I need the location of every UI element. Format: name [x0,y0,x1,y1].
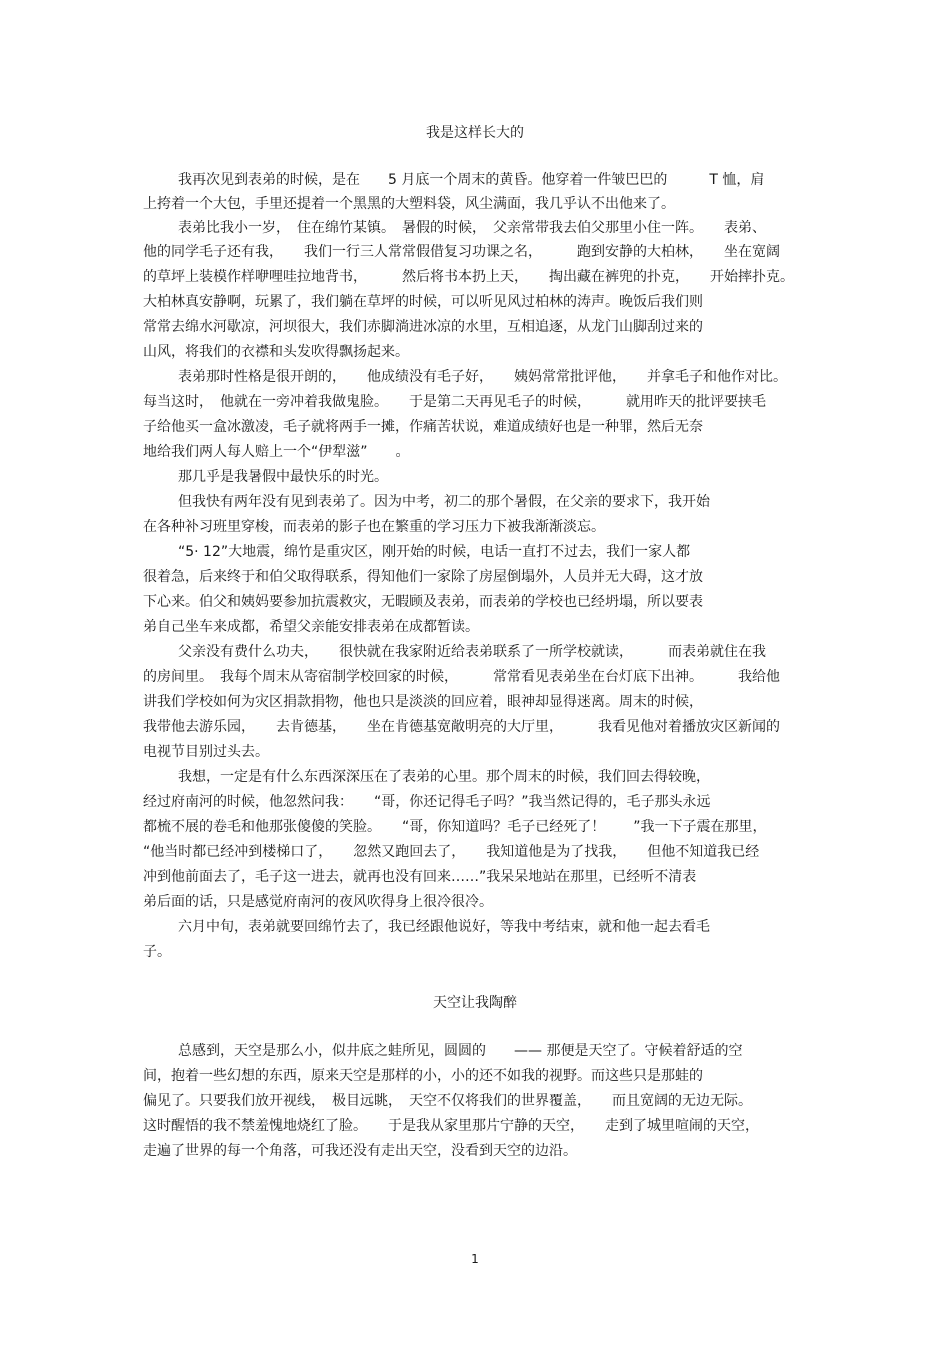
text-line: 都梳不展的卷毛和他那张傻傻的笑脸。 “哥，你知道吗？毛子已经死了！ ”我一下子震在那里， [143,819,767,835]
text-line: 他的同学毛子还有我， 我们一行三人常常假借复习功课之名， 跑到安静的大柏林， 坐在宽阔 [143,244,780,260]
text-line: 在各种补习班里穿梭，而表弟的影子也在繁重的学习压力下被我渐渐淡忘。 [143,519,605,535]
text-line: 每当这时， 他就在一旁冲着我做鬼脸。 于是第二天再见毛子的时候， 就用昨天的批评要挟毛 [143,394,766,410]
text-line: 山风，将我们的衣襟和头发吹得飘扬起来。 [143,344,409,360]
text-line: 上挎着一个大包，手里还提着一个黑黑的大塑料袋，风尘满面，我几乎认不出他来了。 [143,196,675,212]
text-line: 这时醒悟的我不禁羞愧地烧红了脸。 于是我从家里那片宁静的天空， 走到了城里喧闹的天空， [143,1118,759,1134]
text-line: 弟后面的话，只是感觉府南河的夜风吹得身上很冷很冷。 [143,894,493,910]
text-line: 表弟比我小一岁， 住在绵竹某镇。 暑假的时候， 父亲常带我去伯父那里小住一阵。 表弟、 [178,220,766,236]
text-line: 偏见了。只要我们放开视线， 极目远眺， 天空不仅将我们的世界覆盖， 而且宽阔的无边无际。 [143,1093,752,1109]
text-line: 冲到他前面去了，毛子这一进去，就再也没有回来……”我呆呆地站在那里，已经听不清表 [143,869,697,885]
text-line: 我带他去游乐园， 去肯德基， 坐在肯德基宽敞明亮的大厅里， 我看见他对着播放灾区新闻的 [143,719,780,735]
text-line: 经过府南河的时候，他忽然问我： “哥，你还记得毛子吗？”我当然记得的，毛子那头永远 [143,794,711,810]
text-line: 子。 [143,944,171,960]
text-line: 六月中旬，表弟就要回绵竹去了，我已经跟他说好，等我中考结束，就和他一起去看毛 [178,919,710,935]
text-line: 但我快有两年没有见到表弟了。因为中考，初二的那个暑假，在父亲的要求下，我开始 [178,494,710,510]
text-line: 电视节目别过头去。 [143,744,269,760]
essay-title-2: 天空让我陶醉 [433,995,517,1011]
text-line: 我想，一定是有什么东西深深压在了表弟的心里。那个周末的时候，我们回去得较晚， [178,769,710,785]
text-line: 我再次见到表弟的时候，是在 5 月底一个周末的黄昏。他穿着一件皱巴巴的 T 恤，肩 [178,172,765,188]
text-line: 下心来。伯父和姨妈要参加抗震救灾，无暇顾及表弟，而表弟的学校也已经坍塌，所以要表 [143,594,703,610]
text-line: 大柏林真安静啊，玩累了，我们躺在草坪的时候，可以听见风过柏林的涛声。晚饭后我们则 [143,294,703,310]
text-line: 地给我们两人每人赔上一个“伊犁滋” 。 [143,444,410,460]
text-line: 的草坪上装模作样咿哩哇拉地背书， 然后将书本扔上天， 掏出藏在裤兜的扑克， 开始摔扑克。 [143,269,794,285]
essay-title-1: 我是这样长大的 [426,125,524,141]
page-number: 1 [471,1252,479,1266]
text-line: 的房间里。 我每个周末从寄宿制学校回家的时候， 常常看见表弟坐在台灯底下出神。 我给他 [143,669,780,685]
text-line: 弟自己坐车来成都，希望父亲能安排表弟在成都暂读。 [143,619,479,635]
text-line: 子给他买一盒冰激凌，毛子就将两手一摊，作痛苦状说，难道成绩好也是一种罪，然后无奈 [143,419,703,435]
text-line: 那几乎是我暑假中最快乐的时光。 [178,469,388,485]
text-line: 常常去绵水河歇凉，河坝很大，我们赤脚淌进冰凉的水里，互相追逐，从龙门山脚刮过来的 [143,319,703,335]
text-line: 讲我们学校如何为灾区捐款捐物，他也只是淡淡的回应着，眼神却显得迷离。周末的时候， [143,694,703,710]
text-line: 很着急，后来终于和伯父取得联系，得知他们一家除了房屋倒塌外，人员并无大碍，这才放 [143,569,703,585]
text-line: 间，抱着一些幻想的东西，原来天空是那样的小，小的还不如我的视野。而这些只是那蛙的 [143,1068,703,1084]
text-line: 表弟那时性格是很开朗的， 他成绩没有毛子好， 姨妈常常批评他， 并拿毛子和他作对比。 [178,369,787,385]
text-line: “5· 12”大地震，绵竹是重灾区，刚开始的时候，电话一直打不过去，我们一家人都 [178,544,691,560]
text-line: “他当时都已经冲到楼梯口了， 忽然又跑回去了， 我知道他是为了找我， 但他不知道我已经 [143,844,760,860]
text-line: 走遍了世界的每一个角落，可我还没有走出天空，没看到天空的边沿。 [143,1143,577,1159]
text-line: 父亲没有费什么功夫， 很快就在我家附近给表弟联系了一所学校就读， 而表弟就住在我 [178,644,766,660]
text-line: 总感到，天空是那么小，似井底之蛙所见，圆圆的 —— 那便是天空了。守候着舒适的空 [178,1043,743,1059]
